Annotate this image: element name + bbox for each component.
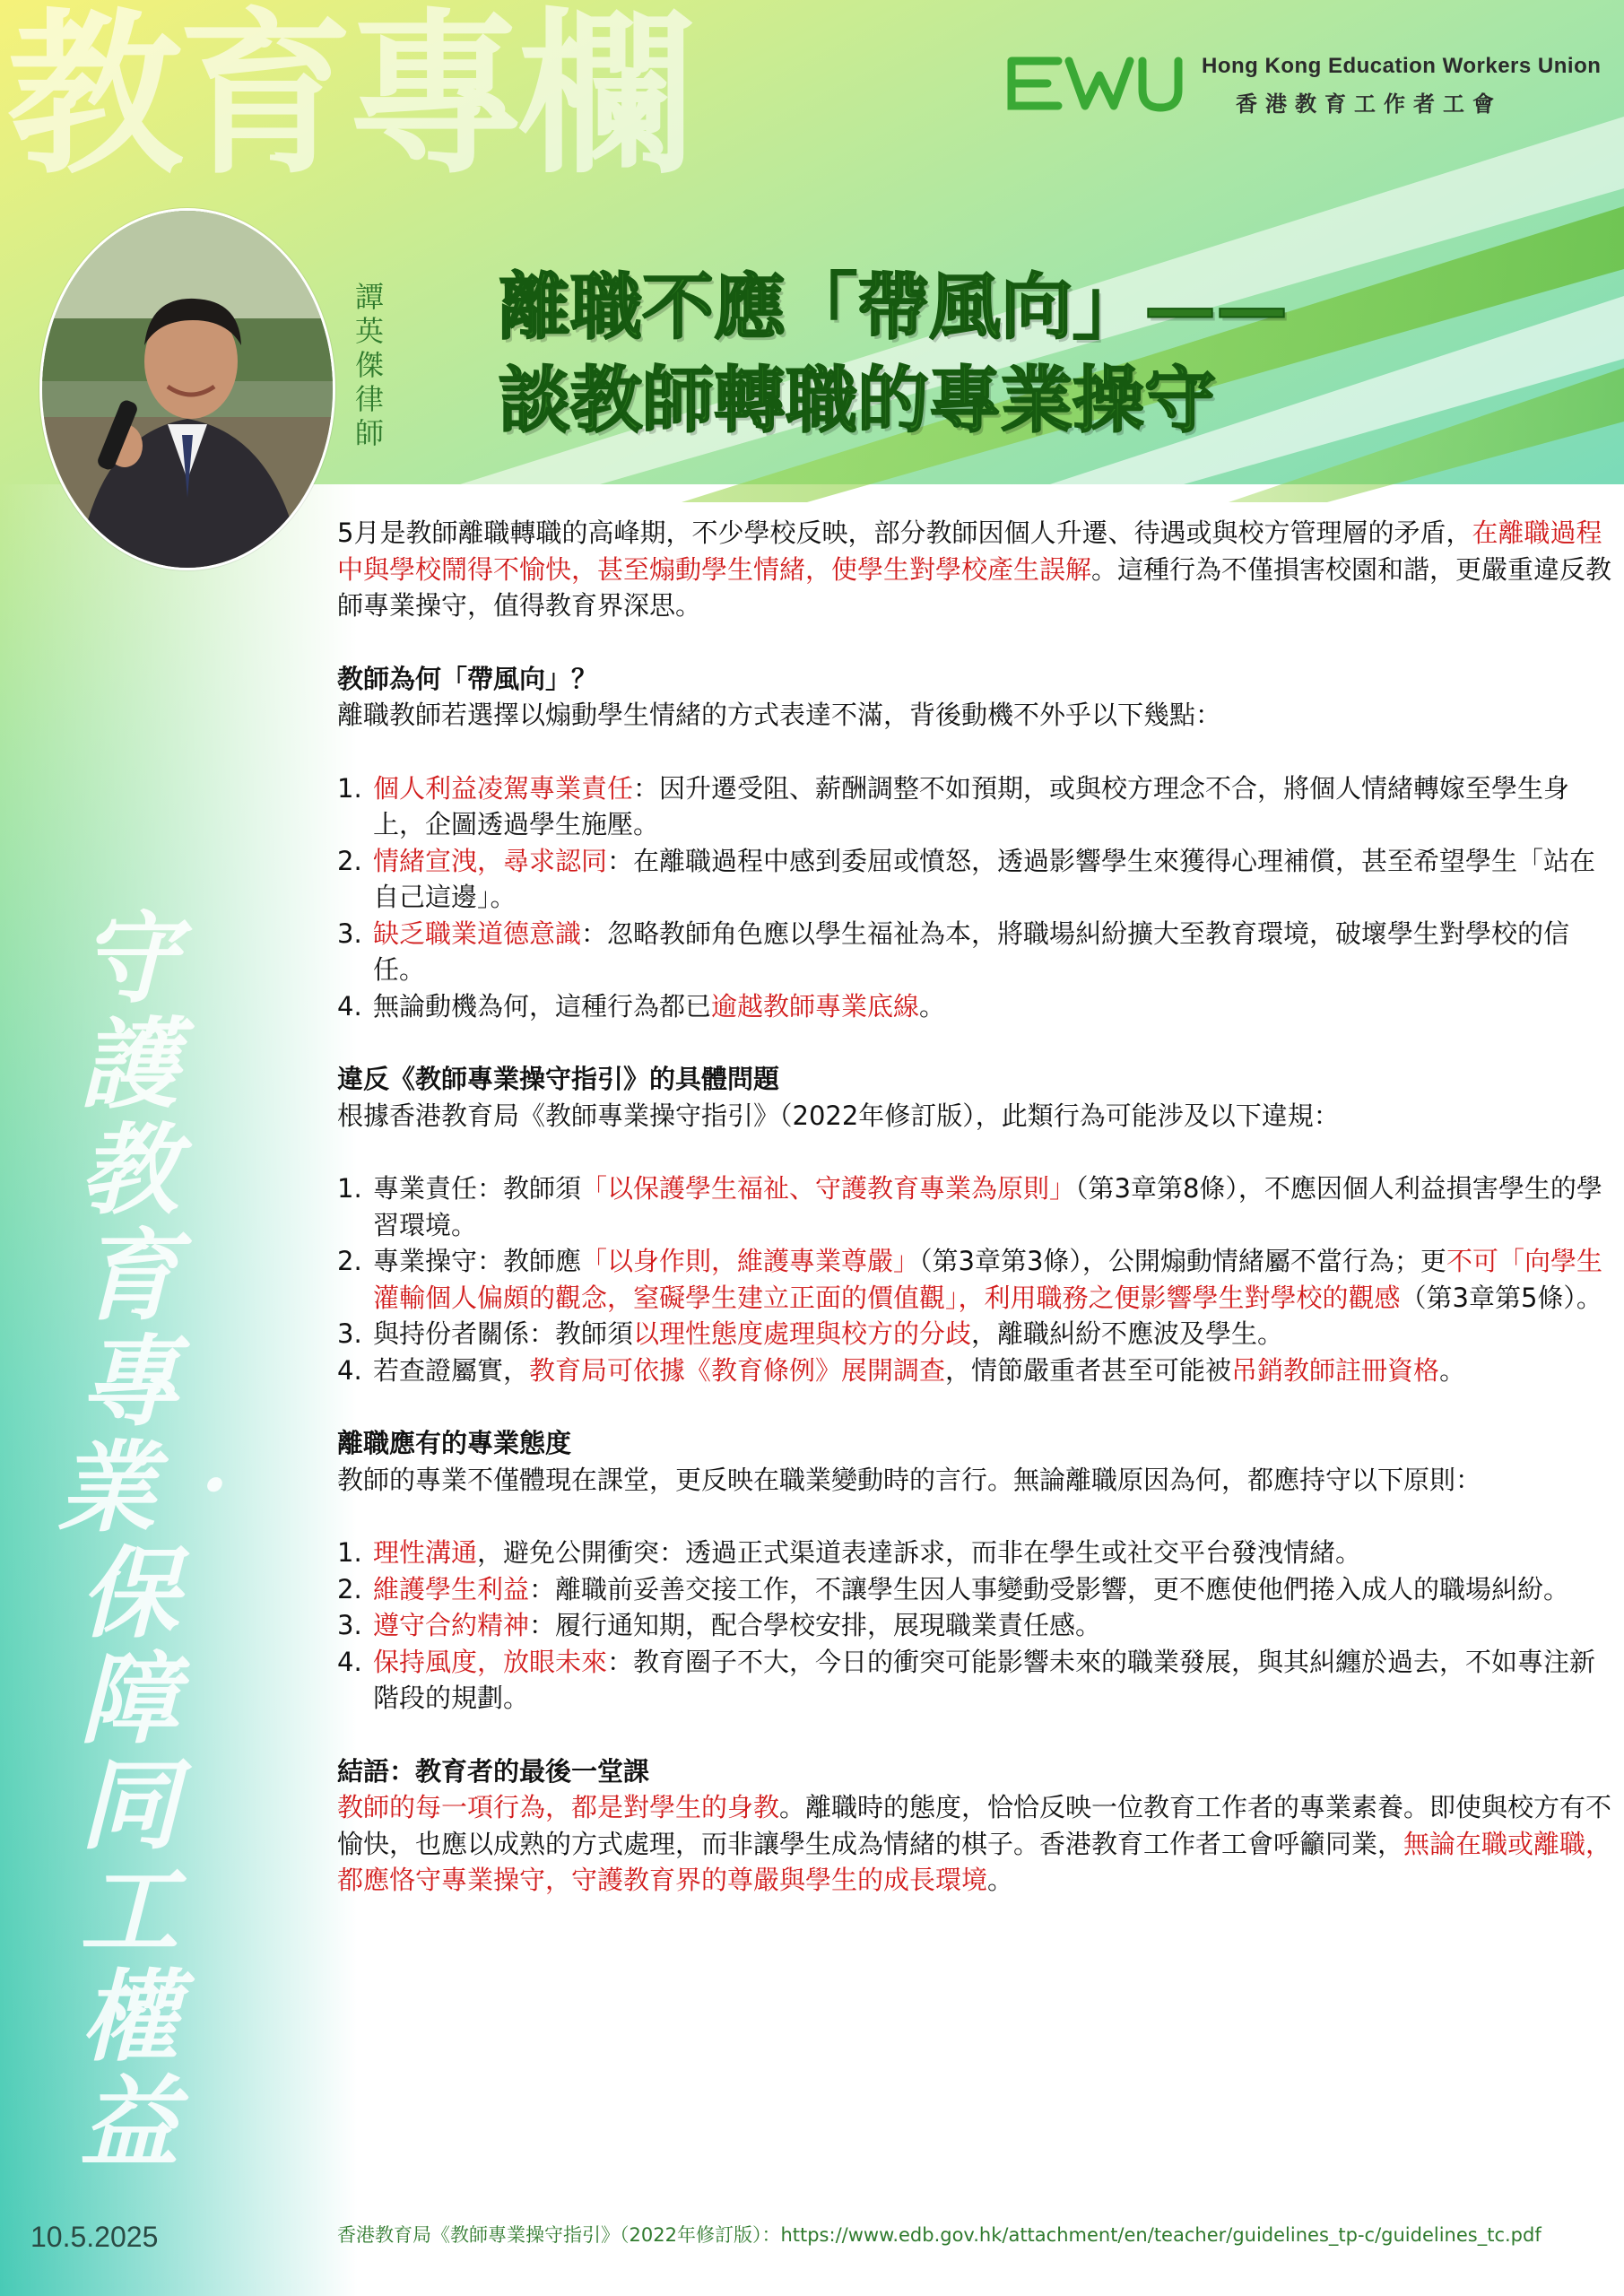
masthead-title: 教育專欄 bbox=[7, 0, 690, 198]
org-name-chinese: 香港教育工作者工會 bbox=[1236, 91, 1502, 117]
list-item: 1. 理性溝通，避免公開衝突：透過正式渠道表達訴求，而非在學生或社交平台發洩情緒。 bbox=[337, 1537, 1362, 1568]
list-item: 2. 情緒宣洩，尋求認同：在離職過程中感到委屈或憤怒，透過影響學生來獲得心理補償，甚至希望學生「站在自己這邊」。 bbox=[337, 845, 1596, 912]
source-link[interactable]: https://www.edb.gov.hk/attachment/en/teacher/guidelines_tp-c/guidelines_tc.pdf bbox=[780, 2224, 1541, 2246]
intro-paragraph bbox=[337, 515, 1618, 624]
section-lead: 離職教師若選擇以煽動學生情緒的方式表達不滿，背後動機不外乎以下幾點： bbox=[337, 700, 1222, 730]
source-reference bbox=[337, 2222, 1620, 2248]
article-title bbox=[499, 260, 1539, 447]
vertical-slogan: 守護教育專業‧保障同工權益 bbox=[57, 900, 255, 2180]
author-name: 譚英傑律師 bbox=[354, 280, 384, 450]
list-item: 4. 保持風度，放眼未來：教育圈子不大，今日的衝突可能影響未來的職業發展，與其糾纏於過去，不如專注新階段的規劃。 bbox=[337, 1646, 1596, 1713]
list-item: 2. 專業操守：教師應「以身作則，維護專業尊嚴」（第3章第3條），公開煽動情緒屬不當行為；更不可「向學生灌輸個人偏頗的觀念，窒礙學生建立正面的價值觀」，利用職務之便影響學生對學校的觀感（第3章第5條）。 bbox=[337, 1246, 1602, 1313]
article-body bbox=[337, 515, 1618, 1899]
list-item: 3. 缺乏職業道德意識：忽略教師角色應以學生福祉為本，將職場糾紛擴大至教育環境，破壞學生對學校的信任。 bbox=[337, 918, 1570, 985]
intro-text: 5月是教師離職轉職的高峰期，不少學校反映，部分教師因個人升遷、待遇或與校方管理層的矛盾， bbox=[337, 517, 1472, 548]
section-lead: 根據香港教育局《教師專業操守指引》（2022年修訂版），此類行為可能涉及以下違規： bbox=[337, 1100, 1340, 1131]
author-photo bbox=[39, 208, 335, 570]
list-item: 3. 與持份者關係：教師須以理性態度處理與校方的分歧，離職糾紛不應波及學生。 bbox=[337, 1318, 1284, 1349]
violations-list bbox=[337, 1170, 1618, 1388]
intro-text-end: 。這種行為不僅損害校園和諧，更嚴重違反教師專業操守，值得教育界深思。 bbox=[337, 553, 1612, 621]
list-item: 4. 無論動機為何，這種行為都已逾越教師專業底線。 bbox=[337, 990, 946, 1022]
section-heading-why: 教師為何「帶風向」？ bbox=[337, 663, 598, 694]
section-heading-conclusion: 結語：教育者的最後一堂課 bbox=[337, 1755, 650, 1787]
source-label: 香港教育局《教師專業操守指引》（2022年修訂版）： bbox=[337, 2224, 781, 2246]
title-line-1: 離職不應「帶風向」—— bbox=[499, 265, 1288, 349]
list-item: 1. 專業責任：教師須「以保護學生福祉、守護教育專業為原則」（第3章第8條），不應因個人利益損害學生的學習環境。 bbox=[337, 1173, 1602, 1240]
list-item: 4. 若查證屬實，教育局可依據《教育條例》展開調查，情節嚴重者甚至可能被吊銷教師註冊資格。 bbox=[337, 1354, 1466, 1386]
org-logo bbox=[1003, 52, 1602, 118]
section-lead: 教師的專業不僅體現在課堂，更反映在職業變動時的言行。無論離職原因為何，都應持守以下原則： bbox=[337, 1464, 1482, 1495]
intro-highlight: 在離職過程中與學校鬧得不愉快，甚至煽動學生情緒，使學生對學校產生誤解 bbox=[337, 517, 1602, 585]
publish-date: 10.5.2025 bbox=[30, 2221, 159, 2253]
section-heading-attitude: 離職應有的專業態度 bbox=[337, 1428, 572, 1458]
conclusion-paragraph: 教師的每一項行為，都是對學生的身教。離職時的態度，恰恰反映一位教育工作者的專業素養。即使與校方有不愉快，也應以成熟的方式處理，而非讓學生成為情緒的棋子。香港教育工作者工會呼籲同業，無論在職或離職，都應恪守專業操守，守護教育界的尊嚴與學生的成長環境。 bbox=[337, 1792, 1612, 1895]
title-line-2: 談教師轉職的專業操守 bbox=[499, 358, 1216, 442]
list-item: 2. 維護學生利益：離職前妥善交接工作，不讓學生因人事變動受影響，更不應使他們捲入成人的職場糾紛。 bbox=[337, 1573, 1570, 1605]
section-heading-violations: 違反《教師專業操守指引》的具體問題 bbox=[337, 1064, 780, 1094]
principles-list bbox=[337, 1535, 1618, 1717]
list-item: 3. 遵守合約精神：履行通知期，配合學校安排，展現職業責任感。 bbox=[337, 1610, 1102, 1640]
ewu-logo-icon bbox=[1003, 52, 1191, 115]
list-item: 1. 個人利益凌駕專業責任：因升遷受阻、薪酬調整不如預期，或與校方理念不合，將個人情緒轉嫁至學生身上，企圖透過學生施壓。 bbox=[337, 772, 1570, 839]
speaker-portrait-illustration bbox=[42, 211, 333, 568]
org-name-english: Hong Kong Education Workers Union bbox=[1202, 54, 1602, 78]
motives-list bbox=[337, 770, 1618, 1025]
